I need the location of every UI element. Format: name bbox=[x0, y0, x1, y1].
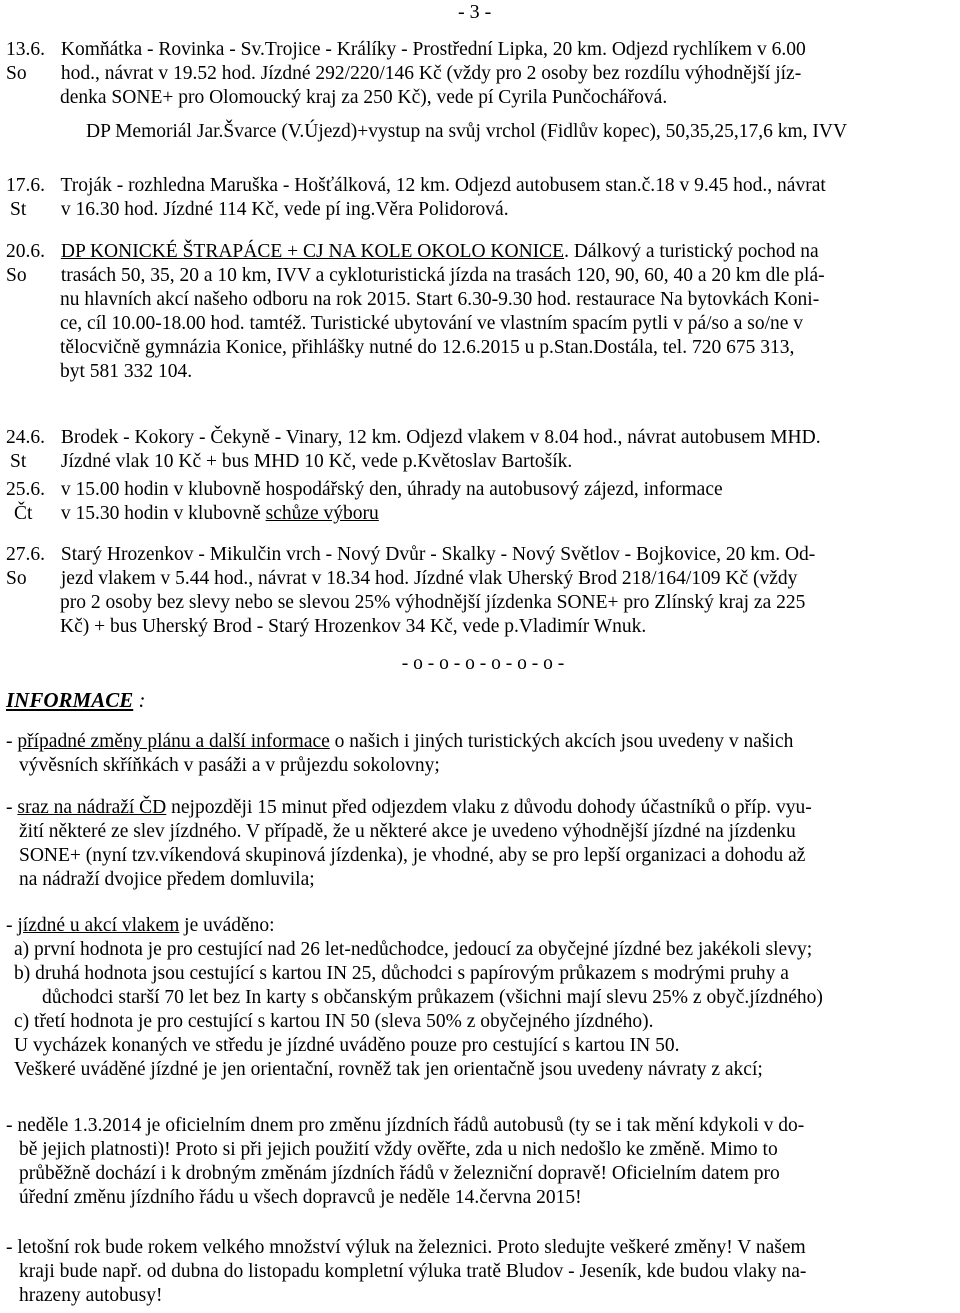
event-line: v 15.00 hodin v klubovně hospodářský den, úhrady na autobusový zájezd, informace bbox=[60, 479, 723, 500]
event-line: trasách 50, 35, 20 a 10 km, IVV a cykloturistická jízda na trasách 120, 90, 60, 40 a 20 km dle plá- bbox=[60, 265, 825, 286]
info-line: U vycházek konaných ve středu je jízdné uváděno pouze pro cestující s kartou IN 50. bbox=[14, 1035, 680, 1056]
event-title-rest: . Dálkový a turistický pochod na bbox=[564, 241, 819, 262]
event-day: So bbox=[6, 63, 27, 84]
event-day: Čt bbox=[14, 503, 33, 524]
info-line: b) druhá hodnota jsou cestující s kartou IN 25, důchodci s papírovým průkazem s modrými pruhy a bbox=[14, 963, 789, 984]
event-date: 24.6. bbox=[6, 427, 45, 448]
event-date: 25.6. bbox=[6, 479, 45, 500]
event-line: nu hlavních akcí našeho odboru na rok 2015. Start 6.30-9.30 hod. restaurace Na bytovkách Koni- bbox=[60, 289, 820, 310]
info-item-timetable: - neděle 1.3.2014 je oficielním dnem pro změnu jízdních řádů autobusů (ty se i tak mění kdykoli v do- bě jejich platnosti)! Proto si při jejich použití vždy ověřte, zda u nich nedošlo ke změně. Mimo to průběžně dochází i k drobným změnám jízdních řádů v železniční dopravě! Oficielním datem pro úřední změnu jízdního řádu u všech dopravců je neděle 14.června 2015! bbox=[6, 1114, 948, 1210]
event-17-6 bbox=[6, 174, 946, 222]
info-line: SONE+ (nyní tzv.víkendová skupinová jízdenka), je vhodné, aby se pro lepší organizaci a dohodu až bbox=[19, 845, 806, 866]
info-item-changes: - případné změny plánu a další informace o našich i jiných turistických akcích jsou uvedeny v našich vývěsních skříňkách v pasáži a v průjezdu sokolovny; bbox=[6, 730, 948, 778]
event-date: 27.6. bbox=[6, 544, 45, 565]
event-27-6 bbox=[6, 543, 946, 639]
info-line: c) třetí hodnota je pro cestující s kartou IN 50 (sleva 50% z obyčejného jízdného). bbox=[14, 1011, 654, 1032]
event-line: Troják - rozhledna Maruška - Hošťálková, 12 km. Odjezd autobusem stan.č.18 v 9.45 hod., návrat bbox=[60, 175, 826, 196]
info-heading: INFORMACE : bbox=[6, 688, 146, 712]
info-item-meeting: - sraz na nádraží ČD nejpozději 15 minut před odjezdem vlaku z důvodu dohody účastníků o příp. vyu- žití některé ze slev jízdného. V případě, že u některé akce je uvedeno výhodnější jízdné na jízdenku SONE+ (nyní tzv.víkendová skupinová jízdenka), je vhodné, aby se pro lepší organizaci a dohodu až na nádraží dvojice předem domluvila; bbox=[6, 796, 948, 892]
event-line: Jízdné vlak 10 Kč + bus MHD 10 Kč, vede p.Květoslav Bartošík. bbox=[60, 451, 573, 472]
event-date: 13.6. bbox=[6, 39, 45, 60]
event-day: St bbox=[10, 451, 27, 472]
event-13-6 bbox=[6, 38, 946, 144]
info-line: bě jejich platnosti)! Proto si při jejich použití vždy ověřte, zda u nich nedošlo ke změně. Mimo to bbox=[19, 1139, 778, 1160]
event-line: Komňátka - Rovinka - Sv.Trojice - Králíky - Prostřední Lipka, 20 km. Odjezd rychlíkem v 6.00 bbox=[60, 39, 806, 60]
event-25-6 bbox=[6, 478, 946, 526]
event-line: jezd vlakem v 5.44 hod., návrat v 18.34 hod. Jízdné vlak Uherský Brod 218/164/109 Kč (vždy bbox=[60, 568, 798, 589]
event-20-6 bbox=[6, 240, 946, 384]
info-line: Veškeré uváděné jízdné je jen orientační, rovněž tak jen orientačně jsou uvedeny návraty z akcí; bbox=[14, 1059, 763, 1080]
event-line: tělocvičně gymnázia Konice, přihlášky nutné do 12.6.2015 u p.Stan.Dostála, tel. 720 675 313, bbox=[60, 337, 795, 358]
event-line: hod., návrat v 19.52 hod. Jízdné 292/220/146 Kč (vždy pro 2 osoby bez rozdílu výhodnější jíz- bbox=[60, 63, 802, 84]
info-line: úřední změnu jízdního řádu u všech dopravců je neděle 14.června 2015! bbox=[19, 1187, 582, 1208]
event-date: 20.6. bbox=[6, 241, 45, 262]
info-line: průběžně dochází i k drobným změnám jízdních řádů v železniční dopravě! Oficielním datem pro bbox=[19, 1163, 780, 1184]
event-line: denka SONE+ pro Olomoucký kraj za 250 Kč), vede pí Cyrila Punčochářová. bbox=[60, 87, 668, 108]
info-line: na nádraží dvojice předem domluvila; bbox=[19, 869, 315, 890]
info-underlined: jízdné u akcí vlakem bbox=[17, 915, 180, 936]
event-day: So bbox=[6, 568, 27, 589]
info-line: hrazeny autobusy! bbox=[19, 1285, 163, 1306]
event-line: Kč) + bus Uherský Brod - Starý Hrozenkov 34 Kč, vede p.Vladimír Wnuk. bbox=[60, 616, 647, 637]
event-line: v 15.30 hodin v klubovně bbox=[60, 503, 266, 524]
event-line: Brodek - Kokory - Čekyně - Vinary, 12 km. Odjezd vlakem v 8.04 hod., návrat autobusem MHD. bbox=[60, 427, 821, 448]
info-item-closures: - letošní rok bude rokem velkého množství výluk na železnici. Proto sledujte veškeré změny! V našem kraji bude např. od dubna do listopadu kompletní výluka tratě Bludov - Jeseník, kde budou vlaky na- hrazeny autobusy! bbox=[6, 1236, 948, 1308]
event-line: byt 581 332 104. bbox=[60, 361, 193, 382]
event-extra: DP Memoriál Jar.Švarce (V.Újezd)+vystup na svůj vrchol (Fidlův kopec), 50,35,25,17,6 km, IVV bbox=[86, 121, 848, 142]
info-underlined: sraz na nádraží ČD bbox=[17, 797, 167, 818]
info-line: vývěsních skříňkách v pasáži a v průjezdu sokolovny; bbox=[19, 755, 440, 776]
info-underlined: případné změny plánu a další informace bbox=[17, 731, 330, 752]
info-line: důchodci starší 70 let bez In karty s občanským průkazem (všichni mají slevu 25% z obyč.jízdného) bbox=[42, 987, 823, 1008]
info-line: žití některé ze slev jízdného. V případě, že u některé akce je uvedeno výhodnější jízdné na jízdenku bbox=[19, 821, 796, 842]
event-day: St bbox=[10, 199, 27, 220]
separator: - o - o - o - o - o - o - bbox=[401, 653, 565, 674]
event-line: ce, cíl 10.00-18.00 hod. tamtéž. Turistické ubytování ve vlastním spacím pytli v pá/so a so/ne v bbox=[60, 313, 804, 334]
event-underlined-tail: schůze výboru bbox=[265, 503, 379, 524]
event-line: v 16.30 hod. Jízdné 114 Kč, vede pí ing.Věra Polidorová. bbox=[60, 199, 509, 220]
info-line: kraji bude např. od dubna do listopadu kompletní výluka tratě Bludov - Jeseník, kde budou vlaky na- bbox=[19, 1261, 807, 1282]
info-line: a) první hodnota je pro cestující nad 26 let-nedůchodce, jedoucí za obyčejné jízdné bez jakékoli slevy; bbox=[14, 939, 813, 960]
info-item-fares: - jízdné u akcí vlakem je uváděno: a) první hodnota je pro cestující nad 26 let-nedůchodce, jedoucí za obyčejné jízdné bez jakékoli slevy; b) druhá hodnota jsou cestující s kartou IN 25, důchodci s papírovým průkazem s modrými pruhy a důchodci starší 70 let bez In karty s občanským průkazem (všichni mají slevu 25% z obyč.jízdného) c) třetí hodnota je pro cestující s kartou IN 50 (sleva 50% z obyčejného jízdného). U vycházek konaných ve středu je jízdné uváděno pouze pro cestující s kartou IN 50. Veškeré uváděné jízdné je jen orientační, rovněž tak jen orientačně jsou uvedeny návraty z akcí; bbox=[6, 914, 948, 1082]
event-line: pro 2 osoby bez slevy nebo se slevou 25% výhodnější jízdenka SONE+ pro Zlínský kraj za 225 bbox=[60, 592, 806, 613]
page-number: - 3 - bbox=[458, 1, 492, 23]
event-24-6 bbox=[6, 426, 946, 474]
event-date: 17.6. bbox=[6, 175, 45, 196]
event-title: DP KONICKÉ ŠTRAPÁCE + CJ NA KOLE OKOLO KONICE bbox=[60, 241, 565, 262]
event-day: So bbox=[6, 265, 27, 286]
event-line: Starý Hrozenkov - Mikulčin vrch - Nový Dvůr - Skalky - Nový Světlov - Bojkovice, 20 km. Od- bbox=[60, 544, 816, 565]
